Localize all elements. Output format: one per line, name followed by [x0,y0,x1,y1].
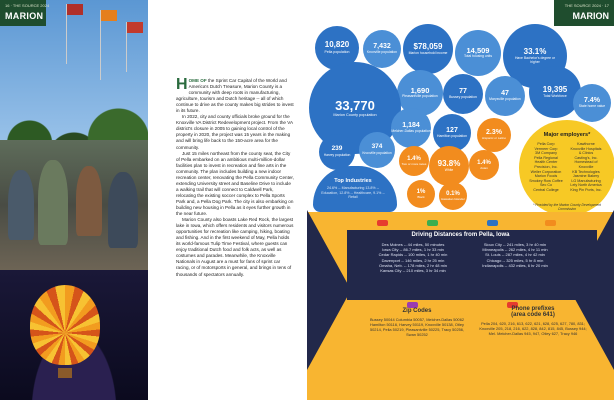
article-paragraph: In 2022, city and county officials broke ground for the Knoxville VA District Redevelopment project. From the VA district's closure in 2005 to gaining local control of the property in 2020, the project was 15 years in the making and will bring life back to the 150-acre area for the community. [176,114,293,150]
stat-circle-race: 1% Black [407,180,435,208]
car-icon [377,220,388,226]
flag-icon [127,22,143,33]
article-paragraph: Just 15 miles northeast from the county seat, the City of Pella embarked on an ambitious multi-million-dollar facilities plan to invest in recreation and fine arts in the community. The plan includes building a new indoor recreation center, renovating the Pella Community Center, extending University street and Baseline Drive to include a walking trail that will connect to Caldwell Park, relocating the existing soccer complex to Pella Sports Park and, a Pella Dog Park. The city is also embarking on building new housing in Pella as it eyes further growth in the near future. [176,150,294,217]
zip-codes [367,308,467,337]
crowd-photo [0,140,148,270]
phone-prefixes [479,306,587,336]
stat-circle-race: 2.3% Hispanic or Latino [477,118,511,152]
lead-text: the Sprint Car Capital of the World and America's Dutch Treasure, Marion County is a community with deep roots in manufacturing, agriculture, tourism and Dutch heritage -- all of which continue to drive as the county makes big strides to invest in its future. [176,78,294,114]
stat-circle-county: 33,770 Marion County population [309,62,401,154]
major-employers-circle [519,120,614,216]
article-body [176,78,294,278]
stat-circle: 1,184 Melcher-Dallas population [391,108,431,148]
lead-in: OME OF [188,78,207,83]
left-section-tab [0,0,50,26]
folio-right: THE SOURCE 2024 · 17 [564,3,609,8]
car-icon [545,220,556,226]
stat-circle: $78,059 Marion household income [403,24,453,74]
driving-col1: Des Moines -- 44 miles, 50 minutes Iowa City -- 86.7 miles, 1 hr 33 min Cedar Rapids -- 100 miles, 1 hr 40 min Davenport -- 146 miles, 2 hr 25 min Omaha, Neb. -- 178 miles, 2 hr 48 min Kansas City -- 210 miles, 3 hr 34 min [378,242,448,274]
stat-circle: 77 Bussey population [443,74,483,114]
hot-air-balloon [30,285,100,365]
top-industries [319,178,387,200]
right-section-tab [554,0,614,26]
phone-title: Phone prefixes (area code 641) [511,306,555,318]
stat-circle: 19,395 Total Workforce [529,66,581,118]
stat-circle: 14,509 Total housing units [455,30,501,76]
flag-icon [101,10,117,21]
stat-circle: 374 Knoxville population [359,132,395,168]
car-icon [487,220,498,226]
stat-circle-race: 1.4% Asian [469,150,499,180]
stat-circle: 239 Harvey population [319,134,355,170]
flag-icon [67,4,83,15]
section-name-right: MARION [572,11,609,21]
stat-circle: 10,820 Pella population [315,26,359,70]
stat-circle: 7,432 Knoxville population [363,30,401,68]
employers-footnote: * Provided by the Marion County Development Commission [533,203,601,211]
section-name-left: MARION [5,11,44,21]
zip-body: Bussey 50044 Columbia 50057, Melcher-Dallas 50062 Hamilton 50116, Harvey 50119, Knoxville 50138, Otley 50214, Pella 50219, Pleasantville 50225, Tracy 50256, Swan 50252 [369,317,465,337]
employers-col2: Kawthorne Knoxville Hospitals & Clinics Casting's, Inc. Homestead of Knoxville KB Technologies Jasmine Bakery LG Manufacturing Lely North America King Pin Ports, Inc. [570,142,602,192]
zip-title: Zip Codes [402,308,432,314]
stat-circle-race: 93.8% White [429,146,469,186]
employers-col1: Pella Corp Vermeer Corp 3M Company Pella Regional Health Center Precision, Inc. Weiler Corporation Marion Foods Smokey Row Coffee Sec Co Central College [529,142,563,192]
stats-page [307,0,614,400]
cover-photo-collage [0,0,148,400]
top-industries-title: Top Industries [334,178,372,184]
balloon-basket [58,368,72,378]
article-paragraph: Marion County also boasts Lake Red Rock, the largest lake in Iowa, which offers residents and visitors numerous opportunities for recreation like camping, hiking, boating and fishing. And in the first weekend of May, Pella holds its world-famous Tulip Time Festival, where guests can enjoy traditional Dutch food and folk acts, as well as costumes and parades. Meanwhile, the Knoxville Nationals in August are a must for fans of sprint car racing, or of motorsports in general, and brings in tens of thousands of spectators annually. [176,217,294,277]
phone-body: Pella 204, 620, 216, 613, 622, 621, 628, 625, 627, 780, 831; Knoxville 205, 218, 216, 622, 828, 842, 815, 845, Bussey 944; Mel. Melcher-Dallas 945, 947, Otley 627, Tracy 946 [479,321,587,336]
top-industries-body: 24.6% -- Manufacturing 13.8% -- Education, 12.8% -- Healthcare, 9.1% -- Retail [321,186,385,199]
stat-circle: 47 Marysville population [485,76,525,116]
stat-circle: 7.4% State home value [573,84,611,122]
stat-circle: 33.1% Have Bachelor's degree or higher [503,24,567,88]
driving-col2: Sioux City -- 241 miles, 3 hr 40 min Minneapolis -- 262 miles, 4 hr 11 min St. Louis -- 287 miles, 4 hr 42 min Chicago -- 325 miles, 5 hr 8 min Indianapolis -- 432 miles, 6 hr 20 min [482,242,548,268]
car-icon [427,220,438,226]
stat-circle: 127 Hamilton population [433,114,471,152]
folio-left: 16 · THE SOURCE 2024 [5,3,50,8]
stat-circle-race: 0.1% Hawaiian Islander [439,182,467,210]
driving-title: Driving Distances from Pella, Iowa [411,232,510,238]
employers-title: Major employers* [543,132,591,138]
stat-circle-race: 1.4% Two or more races [399,146,429,176]
article-lead [176,78,294,114]
drop-cap: H [176,76,188,93]
stat-circle: 1,690 Pleasantville population [397,70,443,116]
